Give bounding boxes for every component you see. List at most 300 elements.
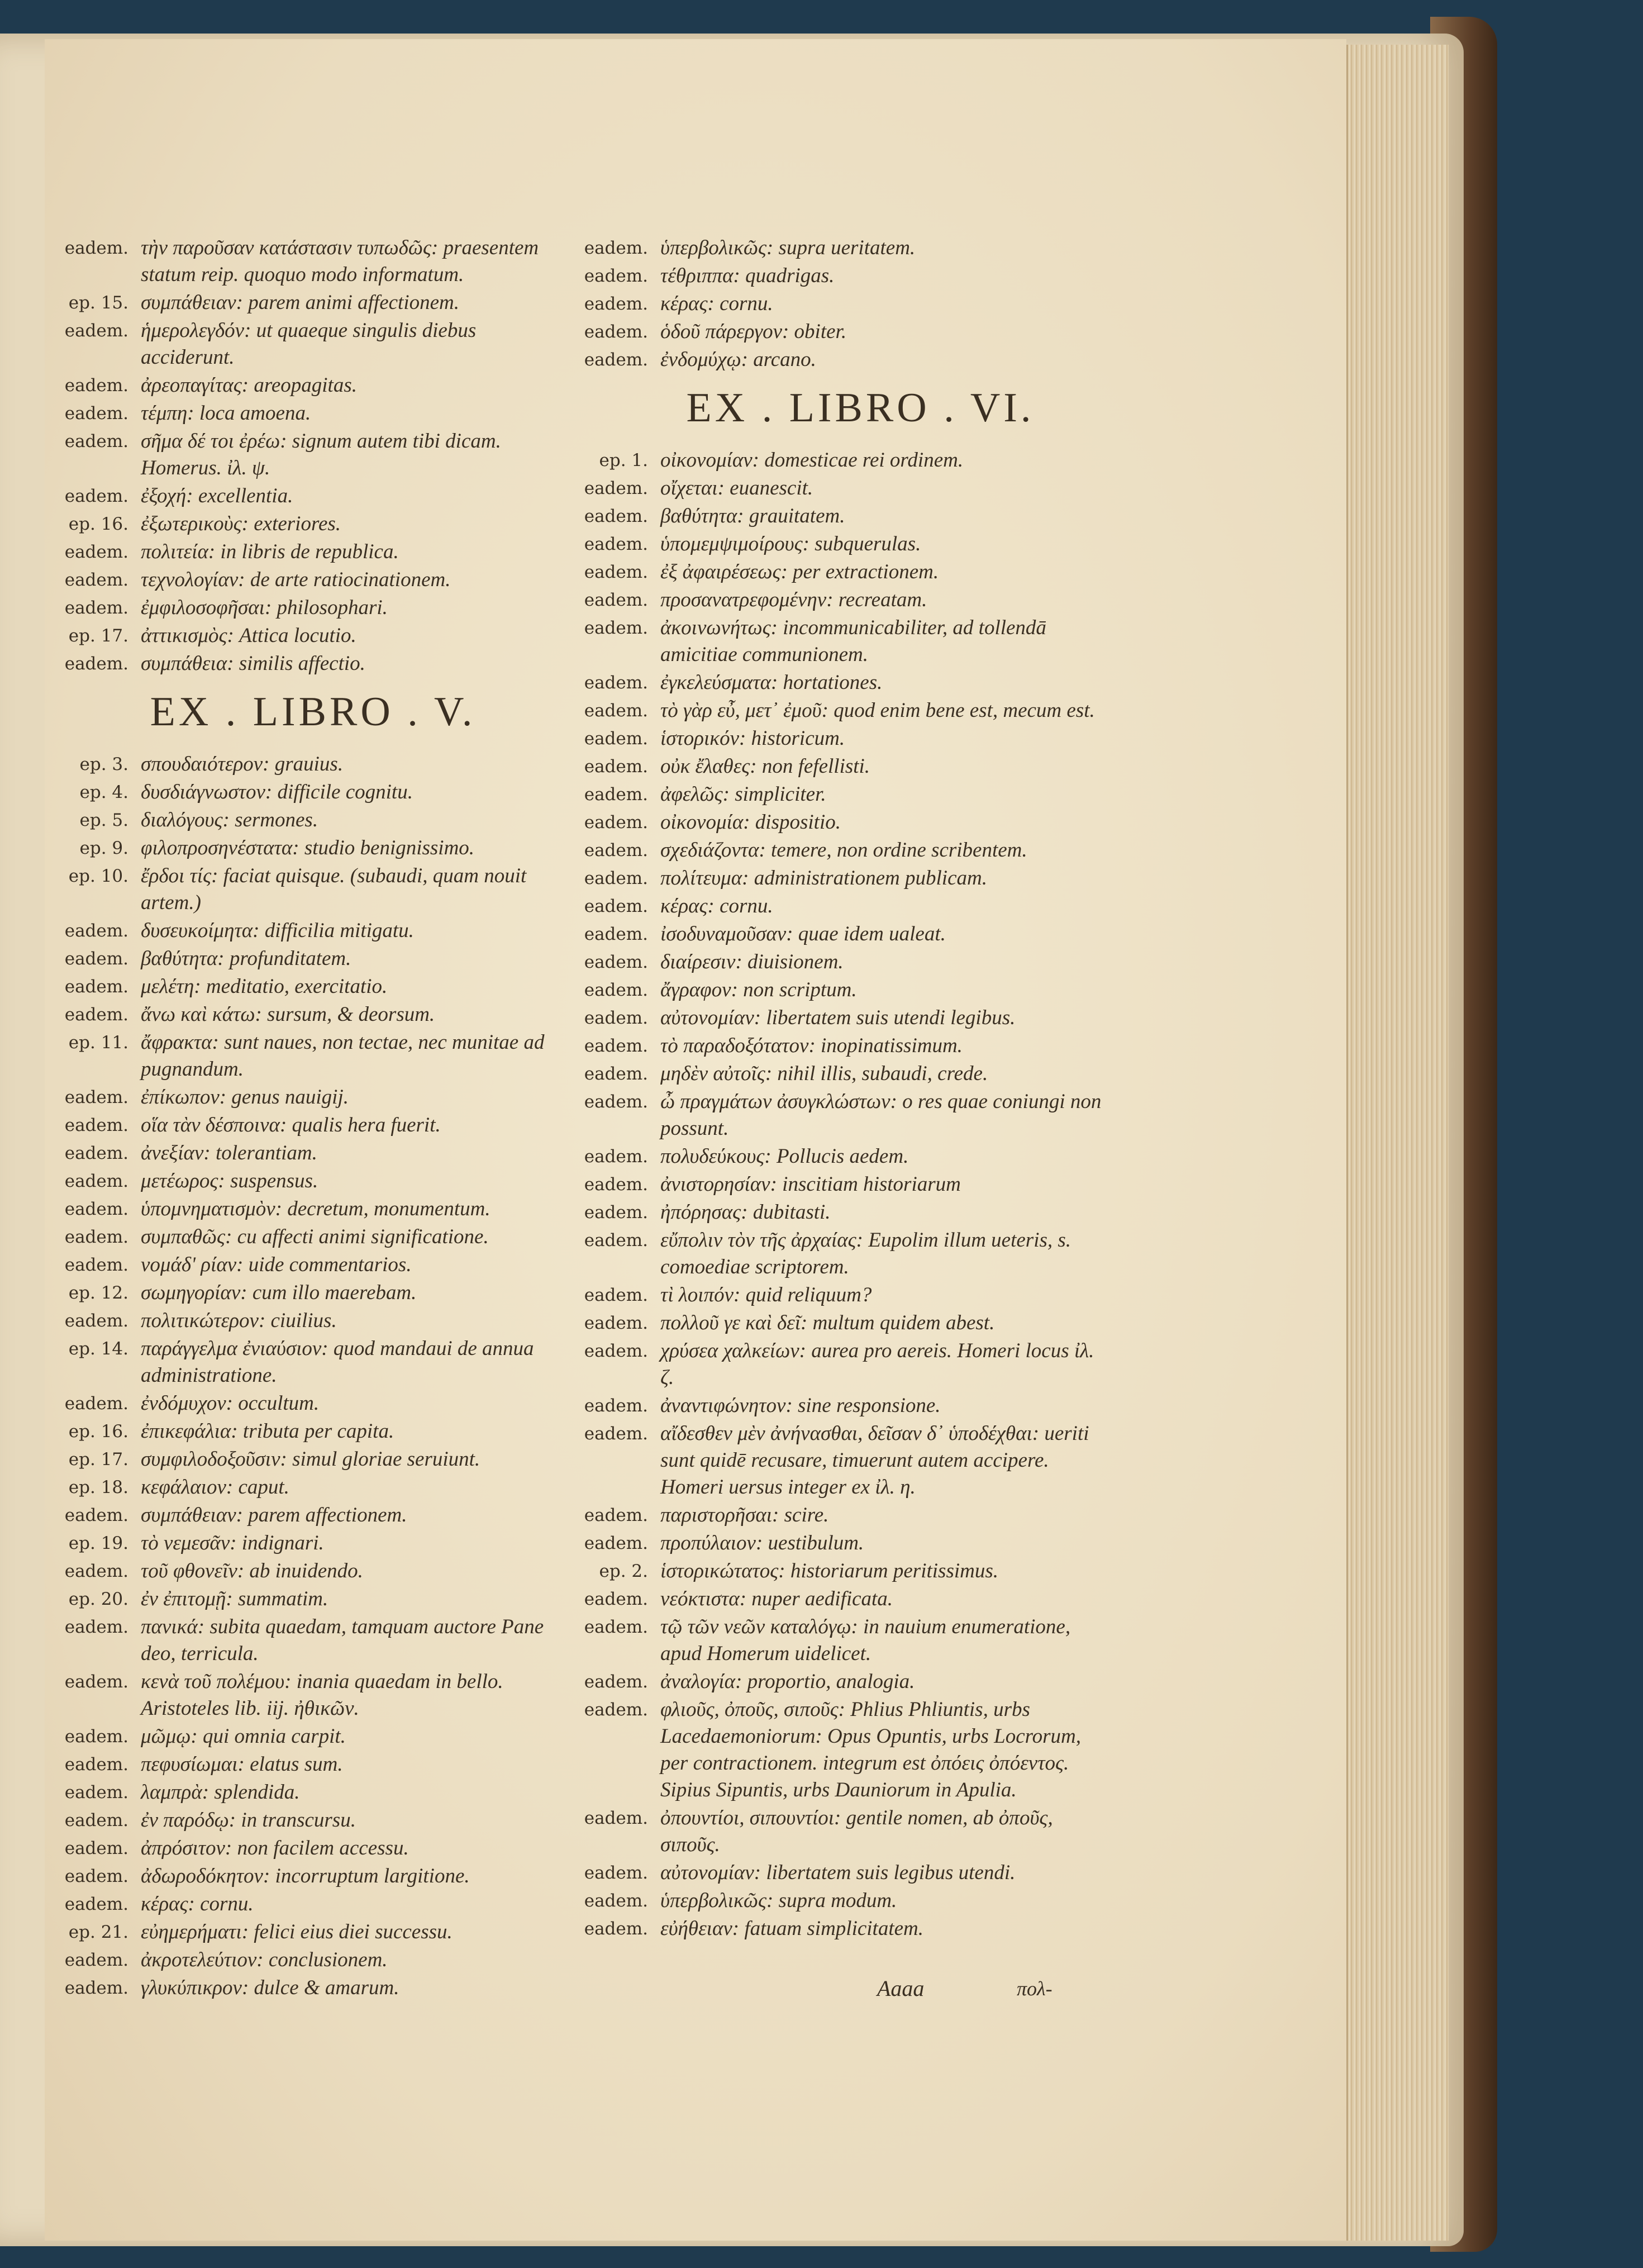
glossary-entry [564, 1227, 1112, 1281]
entry-text: εὔπολιν τὸν τῆς ἀρχαίας: Eupolim illum ueteris, s. comoediae scriptorem. [660, 1229, 1071, 1278]
entry-text: κέρας: cornu. [660, 895, 773, 917]
entry-text: προσανατρεφομένην: recreatam. [660, 588, 927, 611]
entry-reference: eadem. [64, 1255, 128, 1275]
entry-reference: ep. 1. [599, 450, 648, 470]
entry-text: ὑπερβολικῶς: supra modum. [660, 1889, 897, 1912]
glossary-entry [564, 837, 1112, 864]
entry-text: γλυκύπικρον: dulce & amarum. [141, 1976, 399, 1999]
entry-text: ἐν ἐπιτομῇ: summatim. [141, 1587, 328, 1610]
entry-reference: eadem. [584, 294, 648, 314]
glossary-entry [45, 317, 547, 371]
glossary-entry [564, 669, 1112, 696]
glossary-entry [45, 1029, 547, 1083]
glossary-entry [564, 1887, 1112, 1914]
glossary-entry [45, 835, 547, 862]
entry-reference: eadem. [64, 1505, 128, 1525]
glossary-entry [45, 1723, 547, 1750]
entry-text: μετέωρος: suspensus. [141, 1169, 318, 1192]
entry-text: τοῦ φθονεῖν: ab inuidendo. [141, 1559, 363, 1582]
glossary-entry [45, 428, 547, 482]
entry-reference: ep. 3. [79, 754, 128, 774]
entry-text: ἐγκελεύσματα: hortationes. [660, 671, 883, 694]
glossary-entry [45, 1307, 547, 1334]
entry-text: νομάδ' ρίαν: uide commentarios. [141, 1253, 412, 1276]
glossary-entry [564, 1915, 1112, 1942]
glossary-entry [564, 1668, 1112, 1695]
entry-reference: eadem. [64, 486, 128, 506]
entry-reference: eadem. [584, 1672, 648, 1692]
entry-text: σπουδαιότερον: grauius. [141, 753, 344, 776]
glossary-entry [564, 1171, 1112, 1198]
entry-text: οἰκονομία: dispositio. [660, 811, 841, 834]
entry-text: ἱστορικόν: historicum. [660, 727, 845, 750]
glossary-entry [45, 235, 547, 288]
glossary-entry [45, 1586, 547, 1613]
entry-reference: eadem. [64, 570, 128, 590]
entry-text: ἀφελῶς: simpliciter. [660, 783, 826, 806]
signature-mark: Aaaa [877, 1976, 925, 2001]
entry-reference: eadem. [584, 1064, 648, 1084]
entry-text: διαλόγους: sermones. [141, 809, 318, 831]
entry-text: προπύλαιον: uestibulum. [660, 1532, 864, 1554]
entry-text: δυσευκοίμητα: difficilia mitigatu. [141, 919, 414, 942]
glossary-entry [45, 1418, 547, 1445]
entry-text: νεόκτιστα: nuper aedificata. [660, 1587, 893, 1610]
entry-text: ὑπομνηματισμὸν: decretum, monumentum. [141, 1197, 490, 1220]
catchword: πολ- [1017, 1977, 1053, 2000]
glossary-entry [564, 1392, 1112, 1419]
entry-reference: eadem. [64, 1005, 128, 1025]
glossary-entry [45, 1558, 547, 1585]
entry-text: ἐν παρόδῳ: in transcursu. [141, 1809, 356, 1832]
entry-text: ἱστορικώτατος: historiarum peritissimus. [660, 1559, 998, 1582]
entry-text: τεχνολογίαν: de arte ratiocinationem. [141, 568, 451, 591]
entry-text: συμπάθειαν: parem affectionem. [141, 1504, 407, 1527]
entry-text: ἄνω καὶ κάτω: sursum, & deorsum. [141, 1003, 435, 1026]
entry-reference: ep. 15. [68, 293, 128, 313]
glossary-entry [45, 973, 547, 1000]
glossary-entry [564, 1033, 1112, 1059]
glossary-entry [564, 977, 1112, 1004]
entry-reference: eadem. [584, 1147, 648, 1167]
entry-text: οἴχεται: euanescit. [660, 477, 813, 500]
glossary-entry [564, 346, 1112, 373]
glossary-entry [564, 318, 1112, 345]
entry-reference: eadem. [584, 266, 648, 286]
entry-reference: ep. 12. [68, 1283, 128, 1303]
section-heading: EX . LIBRO . V. [150, 689, 476, 735]
glossary-entry [564, 1061, 1112, 1087]
entry-reference: ep. 18. [68, 1477, 128, 1497]
entry-reference: eadem. [584, 350, 648, 370]
entry-text: ἄγραφον: non scriptum. [660, 978, 857, 1001]
entry-reference: eadem. [584, 238, 648, 258]
entry-reference: eadem. [584, 896, 648, 916]
entry-text: εὐημερήματι: felici eius diei successu. [141, 1920, 453, 1943]
entry-reference: ep. 20. [68, 1589, 128, 1609]
entry-text: πολιτικώτερον: ciuilius. [141, 1309, 337, 1332]
entry-reference: eadem. [64, 403, 128, 424]
glossary-entry [45, 1614, 547, 1667]
entry-text: βαθύτητα: grauitatem. [660, 505, 845, 527]
entry-text: συμπάθεια: similis affectio. [141, 652, 365, 675]
entry-reference: eadem. [64, 1115, 128, 1135]
entry-text: αἴδεσθεν μὲν ἀνήνασθαι, δεῖσαν δ᾿ ὑποδέχθαι: ueriti sunt quidē recusare, timuerunt autem accipere. Homeri uersus integer ex ἰλ. η. [660, 1422, 1089, 1499]
glossary-entry [564, 263, 1112, 289]
glossary-entry [45, 1446, 547, 1473]
entry-reference: eadem. [64, 1978, 128, 1998]
entry-text: σωμηγορίαν: cum illo maerebam. [141, 1281, 417, 1304]
entry-text: μηδὲν αὐτοῖς: nihil illis, subaudi, crede. [660, 1062, 988, 1085]
glossary-entry [564, 725, 1112, 752]
entry-text: ἡμερολεγδόν: ut quaeque singulis diebus acciderunt. [141, 319, 477, 369]
entry-text: ἐπίκωπον: genus nauigij. [141, 1086, 349, 1109]
entry-text: ἐξ ἀφαιρέσεως: per extractionem. [660, 560, 939, 583]
entry-reference: eadem. [64, 1838, 128, 1858]
entry-reference: eadem. [64, 1199, 128, 1219]
entry-reference: eadem. [64, 1394, 128, 1414]
glossary-entry [564, 1310, 1112, 1337]
left-column [45, 235, 547, 2003]
glossary-entry [45, 650, 547, 677]
glossary-entry [564, 475, 1112, 502]
glossary-entry [45, 567, 547, 593]
entry-reference: eadem. [64, 1950, 128, 1970]
entry-text: αὐτονομίαν: libertatem suis utendi legibus. [660, 1006, 1016, 1029]
entry-reference: eadem. [584, 952, 648, 972]
entry-reference: eadem. [64, 1087, 128, 1107]
entry-reference: eadem. [64, 598, 128, 618]
entry-reference: eadem. [584, 1092, 648, 1112]
entry-text: τὸ νεμεσᾶν: indignari. [141, 1532, 324, 1554]
entry-reference: eadem. [584, 1230, 648, 1251]
entry-reference: ep. 21. [68, 1922, 128, 1942]
entry-text: ὑπερβολικῶς: supra ueritatem. [660, 236, 916, 259]
entry-text: ἀκροτελεύτιον: conclusionem. [141, 1948, 388, 1971]
glossary-entry [45, 1224, 547, 1251]
glossary-entry [564, 1502, 1112, 1529]
entry-reference: eadem. [584, 1313, 648, 1333]
entry-reference: ep. 17. [68, 626, 128, 646]
glossary-entry [45, 1474, 547, 1501]
glossary-entry [45, 1335, 547, 1389]
entry-reference: eadem. [584, 322, 648, 342]
glossary-entry [45, 1947, 547, 1974]
entry-reference: eadem. [584, 784, 648, 805]
entry-reference: ep. 2. [599, 1561, 648, 1581]
entry-text: παριστορῆσαι: scire. [660, 1504, 829, 1527]
entry-reference: eadem. [584, 562, 648, 582]
entry-reference: eadem. [64, 1866, 128, 1886]
entry-reference: eadem. [64, 1810, 128, 1830]
entry-text: πεφυσίωμαι: elatus sum. [141, 1753, 343, 1776]
entry-text: σῆμα δέ τοι ἐρέω: signum autem tibi dicam. Homerus. ἰλ. ψ. [141, 430, 501, 479]
entry-reference: eadem. [64, 431, 128, 451]
entry-reference: eadem. [584, 1424, 648, 1444]
entry-text: ἐξοχή: excellentia. [141, 484, 293, 507]
entry-text: ἀρεοπαγίτας: areopagitas. [141, 374, 357, 397]
entry-text: κενὰ τοῦ πολέμου: inania quaedam in bello. Aristoteles lib. iij. ἠθικῶν. [141, 1670, 503, 1720]
entry-reference: eadem. [64, 1561, 128, 1581]
entry-text: ἐνδόμυχον: occultum. [141, 1392, 320, 1415]
entry-reference: eadem. [584, 868, 648, 888]
glossary-entry [45, 945, 547, 972]
entry-reference: eadem. [584, 1505, 648, 1525]
entry-reference: eadem. [584, 701, 648, 721]
entry-reference: eadem. [584, 812, 648, 833]
glossary-entry [564, 1005, 1112, 1031]
right-column [564, 235, 1112, 1943]
entry-reference: eadem. [584, 673, 648, 693]
entry-reference: ep. 16. [68, 1421, 128, 1442]
entry-reference: eadem. [584, 1863, 648, 1883]
entry-text: ἄφρακτα: sunt naues, non tectae, nec munitae ad pugnandum. [141, 1031, 545, 1081]
entry-reference: eadem. [584, 1589, 648, 1609]
entry-reference: eadem. [584, 924, 648, 944]
glossary-entry [45, 289, 547, 316]
entry-reference: eadem. [584, 506, 648, 526]
glossary-entry [45, 622, 547, 649]
entry-text: τὸ γὰρ εὖ, μετ᾿ ἐμοῦ: quod enim bene est, mecum est. [660, 699, 1095, 722]
entry-text: πολλοῦ γε καὶ δεῖ: multum quidem abest. [660, 1311, 995, 1334]
entry-reference: ep. 11. [68, 1033, 128, 1053]
entry-reference: eadem. [584, 1919, 648, 1939]
entry-reference: eadem. [584, 1341, 648, 1361]
entry-reference: eadem. [64, 1755, 128, 1775]
entry-text: ἀναντιφώνητον: sine responsione. [660, 1394, 941, 1417]
entry-text: πανικά: subita quaedam, tamquam auctore Pane deo, terricula. [141, 1615, 544, 1665]
entry-reference: eadem. [64, 375, 128, 396]
glossary-entry [564, 1696, 1112, 1804]
entry-text: βαθύτητα: profunditatem. [141, 947, 351, 970]
glossary-entry [564, 1199, 1112, 1226]
entry-reference: eadem. [584, 1036, 648, 1056]
entry-reference: ep. 14. [68, 1339, 128, 1359]
glossary-entry [564, 1143, 1112, 1170]
entry-text: τὸ παραδοξότατον: inopinatissimum. [660, 1034, 963, 1057]
glossary-entry [564, 1338, 1112, 1391]
glossary-entry [45, 1891, 547, 1918]
glossary-entry [564, 1614, 1112, 1667]
glossary-entry [45, 483, 547, 510]
entry-text: ἠπόρησας: dubitasti. [660, 1201, 831, 1224]
entry-text: κέρας: cornu. [660, 292, 773, 315]
entry-text: τὴν παροῦσαν κατάστασιν τυπωδῶς: praesentem statum reip. quoquo modo informatum. [141, 236, 539, 286]
entry-text: οὐκ ἔλαθες: non fefellisti. [660, 755, 870, 778]
entry-reference: eadem. [64, 1782, 128, 1803]
glossary-entry [45, 807, 547, 834]
entry-reference: eadem. [64, 1171, 128, 1191]
entry-text: ἀκοινωνήτως: incommunicabiliter, ad tollendā amicitiae communionem. [660, 616, 1046, 666]
entry-reference: ep. 5. [79, 810, 128, 830]
glossary-entry [45, 1001, 547, 1028]
entry-reference: eadem. [584, 1202, 648, 1223]
glossary-entry [45, 1779, 547, 1806]
entry-text: οἵα τὰν δέσποινα: qualis hera fuerit. [141, 1114, 441, 1137]
entry-reference: eadem. [64, 542, 128, 562]
entry-reference: eadem. [64, 238, 128, 258]
glossary-entry [564, 615, 1112, 668]
entry-text: διαίρεσιν: diuisionem. [660, 950, 844, 973]
entry-reference: eadem. [64, 321, 128, 341]
entry-reference: ep. 16. [68, 514, 128, 534]
glossary-entry [45, 372, 547, 399]
entry-text: ἐξωτερικοὺς: exteriores. [141, 512, 341, 535]
glossary-entry [564, 1586, 1112, 1613]
glossary-entry [564, 1805, 1112, 1858]
entry-reference: ep. 10. [68, 866, 128, 886]
glossary-entry [564, 587, 1112, 614]
entry-text: κεφάλαιον: caput. [141, 1476, 289, 1499]
entry-reference: eadem. [584, 478, 648, 498]
glossary-entry [564, 559, 1112, 586]
glossary-entry [564, 291, 1112, 317]
entry-reference: eadem. [64, 1617, 128, 1637]
entry-text: πολυδεύκους: Pollucis aedem. [660, 1145, 909, 1168]
page-edges [1346, 45, 1449, 2241]
entry-reference: eadem. [64, 1894, 128, 1914]
glossary-entry [45, 595, 547, 621]
entry-text: ἀπρόσιτον: non facilem accessu. [141, 1837, 409, 1860]
glossary-entry [45, 751, 547, 778]
entry-reference: eadem. [64, 654, 128, 674]
entry-reference: eadem. [584, 534, 648, 554]
glossary-entry [45, 1751, 547, 1778]
entry-text: ὦ πραγμάτων ἀσυγκλώστων: o res quae coniungi non possunt. [660, 1090, 1102, 1140]
glossary-entry [564, 753, 1112, 780]
glossary-entry [45, 1919, 547, 1946]
glossary-entry [45, 863, 547, 916]
entry-text: σχεδιάζοντα: temere, non ordine scribentem. [660, 839, 1027, 862]
glossary-entry [564, 697, 1112, 724]
glossary-entry [45, 400, 547, 427]
entry-text: τέμπη: loca amoena. [141, 402, 311, 425]
entry-text: συμπάθειαν: parem animi affectionem. [141, 291, 460, 314]
entry-reference: eadem. [64, 921, 128, 941]
section-heading: EX . LIBRO . VI. [686, 385, 1035, 431]
glossary-entry [45, 1835, 547, 1862]
glossary-entry [45, 1668, 547, 1722]
entry-text: οἰκονομίαν: domesticae rei ordinem. [660, 449, 964, 472]
entry-reference: eadem. [584, 1700, 648, 1720]
glossary-entry [45, 1390, 547, 1417]
entry-text: ἀνιστορησίαν: inscitiam historiarum [660, 1173, 961, 1196]
entry-reference: eadem. [64, 1727, 128, 1747]
entry-text: αὐτονομίαν: libertatem suis legibus utendi. [660, 1861, 1016, 1884]
entry-reference: eadem. [584, 1175, 648, 1195]
entry-reference: ep. 17. [68, 1449, 128, 1470]
entry-text: λαμπρὰ: splendida. [141, 1781, 300, 1804]
entry-text: παράγγελμα ἐνιαύσιον: quod mandaui de annua administratione. [141, 1337, 534, 1387]
glossary-entry [564, 531, 1112, 558]
entry-text: ὑπομεμψιμοίρους: subquerulas. [660, 532, 921, 555]
entry-reference: eadem. [64, 1672, 128, 1692]
entry-text: ἀνεξίαν: tolerantiam. [141, 1142, 317, 1164]
glossary-entry [564, 1530, 1112, 1557]
entry-text: ἐπικεφάλια: tributa per capita. [141, 1420, 394, 1443]
glossary-entry [45, 1140, 547, 1167]
entry-text: τῷ τῶν νεῶν καταλόγῳ: in nauium enumeratione, apud Homerum uidelicet. [660, 1615, 1071, 1665]
entry-reference: eadem. [584, 1008, 648, 1028]
entry-text: εὐήθειαν: fatuam simplicitatem. [660, 1917, 924, 1940]
entry-reference: eadem. [584, 590, 648, 610]
entry-reference: eadem. [584, 1891, 648, 1911]
glossary-entry [45, 1502, 547, 1529]
entry-reference: eadem. [584, 757, 648, 777]
glossary-entry [45, 539, 547, 565]
entry-text: ὁδοῦ πάρεργον: obiter. [660, 320, 847, 343]
entry-text: τέθριππα: quadrigas. [660, 264, 835, 287]
glossary-entry [564, 865, 1112, 892]
entry-text: πολιτεία: in libris de republica. [141, 540, 399, 563]
glossary-entry [45, 779, 547, 806]
glossary-entry [564, 447, 1112, 474]
entry-reference: eadem. [584, 618, 648, 638]
glossary-entry [45, 1112, 547, 1139]
glossary-entry [45, 1975, 547, 2001]
entry-reference: ep. 4. [79, 782, 128, 802]
entry-text: συμφιλοδοξοῦσιν: simul gloriae seruiunt. [141, 1448, 480, 1471]
glossary-entry [564, 893, 1112, 920]
glossary-entry [564, 1860, 1112, 1886]
entry-text: φιλοπροσηνέστατα: studio benignissimo. [141, 836, 475, 859]
glossary-entry [564, 1088, 1112, 1142]
entry-text: ἰσοδυναμοῦσαν: quae idem ualeat. [660, 923, 946, 945]
entry-reference: ep. 9. [79, 838, 128, 858]
entry-text: ἐμφιλοσοφῆσαι: philosophari. [141, 596, 388, 619]
entry-text: ἔρδοι τίς: faciat quisque. (subaudi, quam nouit artem.) [141, 864, 527, 914]
glossary-entry [45, 917, 547, 944]
glossary-entry [564, 781, 1112, 808]
entry-text: ἀδωροδόκητον: incorruptum largitione. [141, 1865, 470, 1887]
entry-text: φλιοῦς, ὀποῦς, σιποῦς: Phlius Phliuntis, urbs Lacedaemoniorum: Opus Opuntis, urbs Locrorum, per contractionem. integrum est ὀπόεις ὀπόεντος. Sipius Sipuntis, urbs Dauniorum in Apulia. [660, 1698, 1082, 1801]
entry-reference: eadem. [584, 1533, 648, 1553]
entry-reference: ep. 19. [68, 1533, 128, 1553]
glossary-entry [45, 1530, 547, 1557]
entry-reference: eadem. [584, 729, 648, 749]
glossary-entry [45, 511, 547, 538]
glossary-entry [564, 809, 1112, 836]
glossary-entry [45, 1196, 547, 1223]
entry-reference: eadem. [64, 977, 128, 997]
glossary-entry [564, 1558, 1112, 1585]
glossary-entry [564, 1282, 1112, 1309]
entry-text: ἀναλογία: proportio, analogia. [660, 1670, 915, 1693]
glossary-entry [45, 1252, 547, 1278]
entry-reference: eadem. [584, 1285, 648, 1305]
entry-text: ἀττικισμὸς: Attica locutio. [141, 624, 356, 647]
entry-text: συμπαθῶς: cu affecti animi significatione. [141, 1225, 489, 1248]
entry-reference: eadem. [64, 1311, 128, 1331]
entry-reference: eadem. [584, 1617, 648, 1637]
entry-text: ὀπουντίοι, σιπουντίοι: gentile nomen, ab ὀποῦς, σιποῦς. [660, 1806, 1053, 1856]
glossary-entry [45, 1807, 547, 1834]
glossary-entry [45, 1280, 547, 1306]
entry-reference: eadem. [64, 1143, 128, 1163]
entry-text: πολίτευμα: administrationem publicam. [660, 867, 987, 890]
glossary-entry [45, 1168, 547, 1195]
entry-reference: eadem. [584, 840, 648, 860]
glossary-entry [564, 921, 1112, 948]
entry-reference: eadem. [584, 1808, 648, 1828]
entry-reference: eadem. [584, 980, 648, 1000]
entry-reference: eadem. [64, 949, 128, 969]
glossary-entry [564, 1420, 1112, 1501]
entry-text: μελέτη: meditatio, exercitatio. [141, 975, 388, 998]
entry-text: χρύσεα χαλκείων: aurea pro aereis. Homeri locus ἰλ. ζ. [660, 1339, 1094, 1389]
entry-text: τὶ λοιπόν: quid reliquum? [660, 1283, 872, 1306]
entry-text: δυσδιάγνωστον: difficile cognitu. [141, 781, 413, 803]
